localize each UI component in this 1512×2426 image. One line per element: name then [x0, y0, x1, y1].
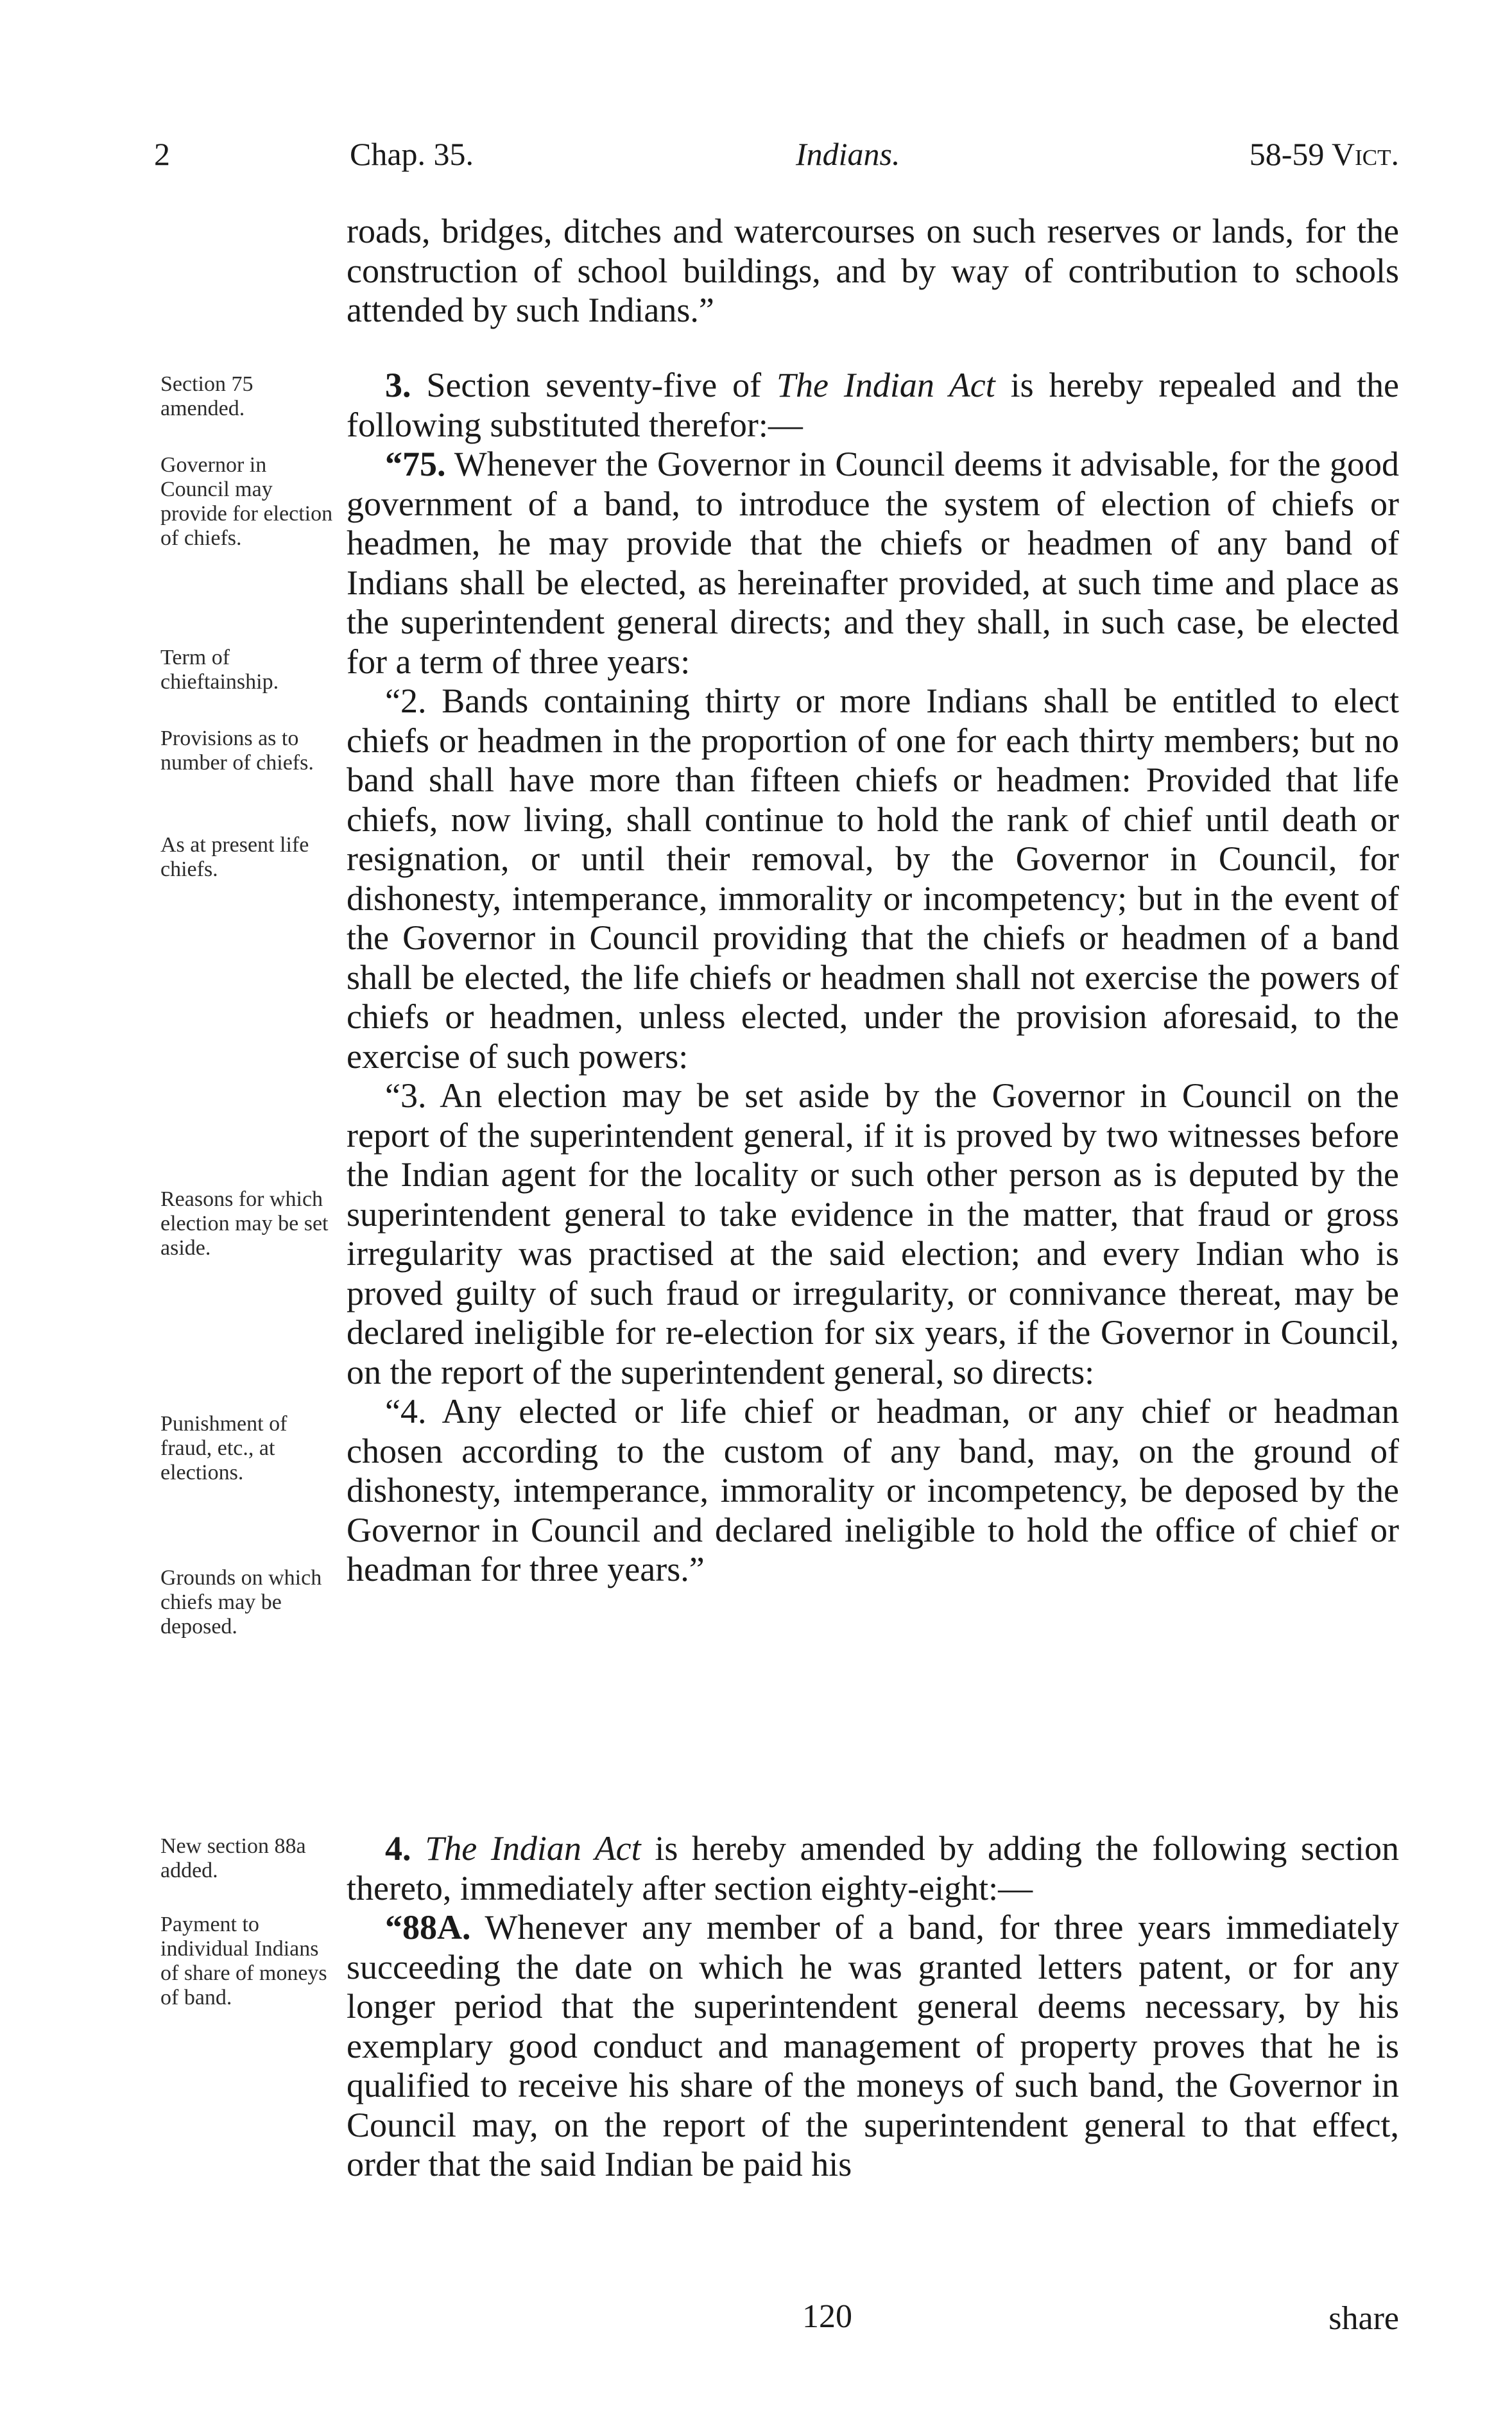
margin-note-term: Term of chieftainship.: [160, 646, 279, 694]
margin-note-new-section: New section 88a added.: [160, 1834, 306, 1882]
section-3-text-before: Section seventy-five of: [426, 366, 762, 404]
header-chapter: Chap. 35.: [350, 136, 474, 172]
header-regnal-year: 58-59 Vict.: [1249, 136, 1399, 172]
margin-note-provisions: Provisions as to number of chiefs.: [160, 727, 314, 775]
section-75-number: “75.: [385, 445, 446, 483]
running-header: [154, 128, 1399, 180]
continuation-paragraph: roads, bridges, ditches and watercourses on such reserves or lands, for the construction of school buildings, and by way of contribution to schools attended by such Indians.”: [347, 212, 1399, 329]
section-3-act-name: The Indian Act: [776, 366, 995, 404]
section-75-text: Whenever the Governor in Council deems it advisable, for the good government of a band, to introduce the system of election of chiefs or headmen, he may provide that the chiefs or headmen of any band of Indians shall be elected, as hereinafter provided, at such time and place as the superintendent general directs; and they shall, in such case, be elected for a term of three years:: [347, 445, 1399, 681]
continuation-block: [347, 212, 1399, 331]
margin-note-life-chiefs: As at present life chiefs.: [160, 833, 309, 881]
margin-note-governor-election: Governor in Council may provide for election of chiefs.: [160, 453, 333, 550]
section-75-subsection-3: “3. An election may be set aside by the Governor in Council on the report of the superintendent general, if it is proved by two witnesses before the Indian agent for the locality or such other person as is deputed by the superintendent general to take evidence in the matter, that fraud or gross irregularity was practised at the said election; and every Indian who is proved guilty of such fraud or irregularity, or connivance thereat, may be declared ineligible for re-election for six years, if the Governor in Council, on the report of the superintendent general, so directs:: [347, 1076, 1399, 1391]
section-75-subsection-4: “4. Any elected or life chief or headman, or any chief or headman chosen according to the custom of any band, may, on the ground of dishonesty, intemperance, immorality or incompetency, be deposed by the Governor in Council and declared ineligible to hold the office of chief or headman for three years.”: [347, 1392, 1399, 1588]
section-4-number: 4.: [385, 1829, 411, 1868]
margin-note-section-75-amended: Section 75 amended.: [160, 372, 253, 420]
section-75-intro: [347, 445, 1399, 682]
section-3-number: 3.: [385, 366, 411, 404]
margin-note-reasons: Reasons for which election may be set aside.: [160, 1187, 329, 1260]
section-88a-paragraph: [347, 1908, 1399, 2185]
footer-page-number: 120: [802, 2298, 852, 2335]
margin-note-payment: Payment to individual Indians of share of moneys of band.: [160, 1913, 327, 2009]
section-75-subsection-2: “2. Bands containing thirty or more Indians shall be entitled to elect chiefs or headmen in the proportion of one for each thirty members; but no band shall have more than fifteen chiefs or headmen: Provided that life chiefs, now living, shall continue to hold the rank of chief until death or resignation, or until their removal, by the Governor in Council, for dishonesty, intemperance, immorality or incompetency; but in the event of the Governor in Council providing that the chiefs or headmen of a band shall be elected, the life chiefs or headmen shall not exercise the powers of chiefs or headmen, unless elected, under the provision aforesaid, to the exercise of such powers:: [347, 682, 1399, 1076]
margin-note-punishment: Punishment of fraud, etc., at elections.: [160, 1412, 288, 1484]
section-88a-text: Whenever any member of a band, for three years immediately succeeding the date on which he was granted letters patent, or for any longer period that the superintendent general deems necessary, by his exemplary good conduct and management of property proves that he is qualified to receive his share of the moneys of such band, the Governor in Council may, on the report of the superintendent general to that effect, order that the said Indian be paid his: [347, 1908, 1399, 2183]
section-4-text-after: is hereby amended by adding the following section thereto, immediately after section eighty-eight:—: [347, 1829, 1400, 1907]
section-4-block: [347, 1829, 1399, 2185]
section-3-text-after: is hereby repealed and the following substituted therefor:—: [347, 366, 1400, 444]
header-page-number: 2: [154, 136, 170, 172]
section-88a-number: “88A.: [385, 1908, 471, 1947]
footer-catchword: share: [1328, 2300, 1399, 2337]
section-4-paragraph: [347, 1829, 1399, 1908]
header-title: Indians.: [796, 136, 900, 172]
section-4-act-name: The Indian Act: [425, 1829, 641, 1868]
margin-note-grounds: Grounds on which chiefs may be deposed.: [160, 1566, 322, 1639]
section-3-paragraph: [347, 366, 1399, 445]
section-3-block: [347, 366, 1399, 1590]
